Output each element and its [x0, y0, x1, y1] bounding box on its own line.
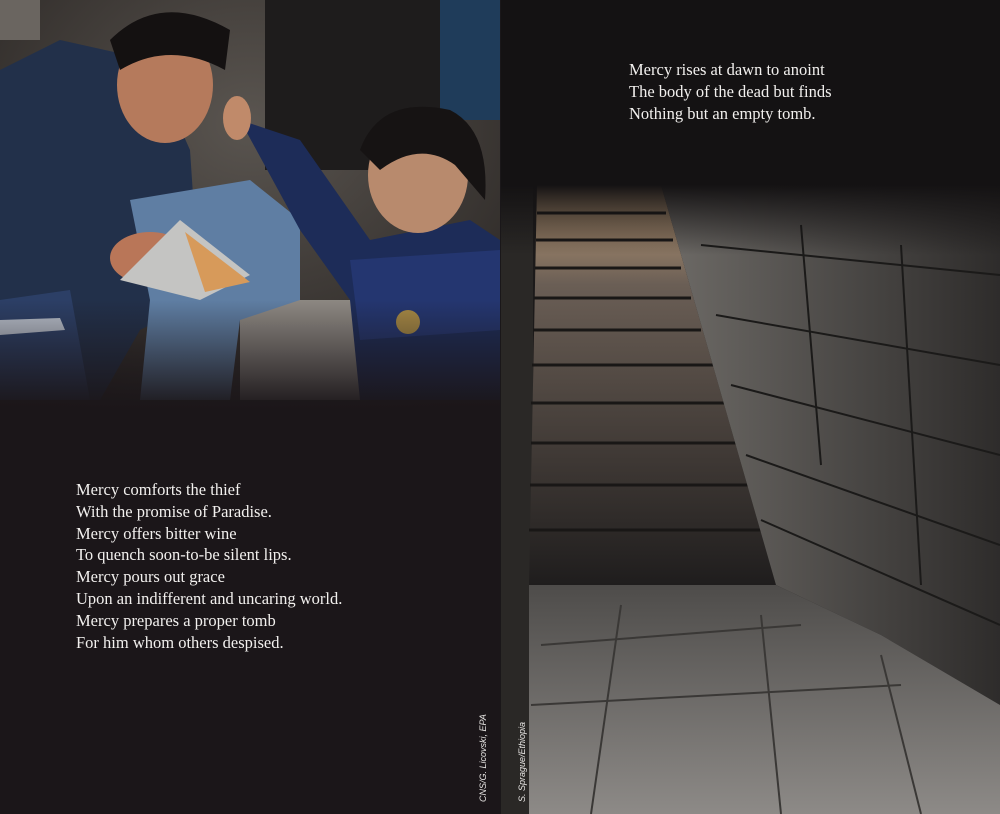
poem-line: To quench soon-to-be silent lips.: [76, 545, 292, 565]
poem-line: With the promise of Paradise.: [76, 501, 272, 521]
poem-line: Mercy prepares a proper tomb: [76, 610, 276, 630]
poem-line: Mercy pours out grace: [76, 567, 225, 587]
right-poem: [629, 59, 832, 124]
refugee-father-and-son-photo: [0, 0, 500, 410]
poem-line: Mercy comforts the thief: [76, 480, 241, 499]
poem-line: Nothing but an empty tomb.: [629, 103, 816, 123]
photo-credit-right: S. Sprague/Ethiopia: [517, 721, 527, 802]
poem-line: For him whom others despised.: [76, 632, 284, 652]
poem-line: Upon an indifferent and uncaring world.: [76, 588, 343, 608]
poem-line: The body of the dead but finds: [629, 81, 832, 101]
left-poem: [76, 479, 342, 653]
stone-staircase-tomb-photo: [501, 185, 1000, 814]
poem-line: Mercy offers bitter wine: [76, 523, 237, 543]
right-page: [501, 0, 1000, 814]
photo-credit-left: CNS/G. Licovski, EPA: [478, 714, 488, 802]
poem-line: Mercy rises at dawn to anoint: [629, 60, 825, 79]
